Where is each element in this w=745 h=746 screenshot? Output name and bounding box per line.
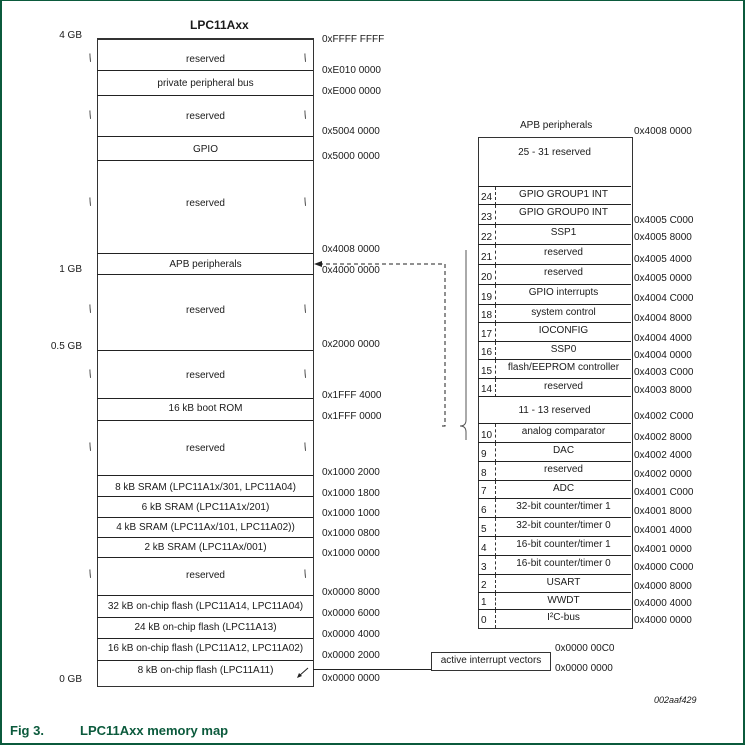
apb-row-name: I²C-bus (547, 612, 580, 623)
arrow-icon (296, 667, 310, 679)
break-mark-icon: // (86, 110, 92, 122)
divider (97, 638, 313, 639)
apb-address-label: 0x4002 8000 (634, 432, 692, 443)
divider (97, 496, 313, 497)
divider (97, 420, 313, 421)
apb-address-label: 0x4004 0000 (634, 350, 692, 361)
apb-row-name: ADC (552, 483, 575, 494)
address-label: 0x5000 0000 (322, 151, 380, 162)
active-interrupt-vectors-box: active interrupt vectors (431, 652, 551, 671)
apb-address-label: 0x4001 8000 (634, 506, 692, 517)
apb-row-name: 25 - 31 reserved (518, 147, 591, 158)
apb-row (478, 244, 631, 265)
region-boot-rom: 16 kB boot ROM (168, 403, 243, 414)
apb-row-number: 23 (481, 212, 493, 223)
apb-row-number: 1 (481, 597, 487, 608)
break-mark-icon: // (301, 110, 307, 122)
brace-icon (460, 250, 472, 440)
break-mark-icon: // (301, 304, 307, 316)
region-flash-32kb: 32 kB on-chip flash (LPC11A14, LPC11A04) (107, 601, 304, 612)
apb-address-label: 0x4005 C000 (634, 215, 694, 226)
region-reserved: reserved (186, 54, 225, 65)
apb-address-label: 0x4002 4000 (634, 450, 692, 461)
apb-row-name: GPIO interrupts (528, 287, 599, 298)
divider (97, 350, 313, 351)
apb-row-number: 22 (481, 232, 493, 243)
region-reserved: reserved (186, 198, 225, 209)
apb-row-name: reserved (544, 267, 583, 278)
apb-address-label: 0x4004 4000 (634, 333, 692, 344)
address-label: 0x1000 1000 (322, 508, 380, 519)
apb-row-name: flash/EEPROM controller (507, 362, 620, 373)
break-mark-icon: // (301, 442, 307, 454)
address-label: 0x1000 0000 (322, 548, 380, 559)
apb-row-name: GPIO GROUP1 INT (519, 189, 608, 200)
apb-row-number: 7 (481, 486, 487, 497)
apb-address-label: 0x4005 4000 (634, 254, 692, 265)
break-mark-icon: // (86, 304, 92, 316)
caption-number: Fig 3. (10, 723, 44, 738)
divider (97, 95, 313, 96)
apb-row-name: 16-bit counter/timer 1 (516, 539, 611, 550)
region-sram-6kb: 6 kB SRAM (LPC11A1x/201) (141, 502, 270, 513)
apb-address-label: 0x4003 8000 (634, 385, 692, 396)
apb-address-label: 0x4005 0000 (634, 273, 692, 284)
apb-row-number: 10 (481, 430, 493, 441)
apb-address-label: 0x4001 4000 (634, 525, 692, 536)
vector-connector (313, 669, 431, 670)
divider (97, 160, 313, 161)
apb-address-label: 0x4005 8000 (634, 232, 692, 243)
apb-row-name: DAC (552, 445, 575, 456)
apb-row (478, 359, 631, 379)
region-private-peripheral-bus: private peripheral bus (157, 78, 254, 89)
apb-row (478, 423, 631, 443)
address-label: 0x1FFF 0000 (322, 411, 382, 422)
gb-label-0gb: 0 GB (59, 674, 82, 685)
apb-row-number: 14 (481, 384, 493, 395)
apb-row-number: 9 (481, 449, 487, 460)
apb-address-label: 0x4000 8000 (634, 581, 692, 592)
region-flash-16kb: 16 kB on-chip flash (LPC11A12, LPC11A02) (107, 643, 304, 654)
apb-row-name: USART (546, 577, 581, 588)
address-label: 0x5004 0000 (322, 126, 380, 137)
region-reserved: reserved (186, 111, 225, 122)
apb-row-name: WWDT (547, 595, 580, 606)
apb-row (478, 592, 631, 610)
apb-row (478, 574, 631, 593)
apb-address-label: 0x4002 0000 (634, 469, 692, 480)
apb-row-name: SSP0 (550, 344, 577, 355)
apb-title: APB peripherals (520, 120, 593, 131)
apb-row (478, 517, 631, 537)
apb-address-label: 0x4002 C000 (634, 411, 694, 422)
break-mark-icon: // (86, 53, 92, 65)
break-mark-icon: // (301, 369, 307, 381)
apb-row-number: 15 (481, 366, 493, 377)
divider (97, 660, 313, 661)
region-reserved: reserved (186, 305, 225, 316)
address-label: 0x1000 1800 (322, 488, 380, 499)
gb-label-4gb: 4 GB (59, 30, 82, 41)
apb-row-number: 16 (481, 347, 493, 358)
gb-label-1gb: 1 GB (59, 264, 82, 275)
region-reserved: reserved (186, 570, 225, 581)
apb-row-name: reserved (544, 464, 583, 475)
break-mark-icon: // (86, 197, 92, 209)
arrow-left-icon (314, 261, 322, 267)
apb-address-label: 0x4004 8000 (634, 313, 692, 324)
apb-row-name: analog comparator (521, 426, 606, 437)
address-label: 0x1000 2000 (322, 467, 380, 478)
apb-row (478, 396, 631, 424)
address-label: 0xFFFF FFFF (322, 34, 385, 45)
region-flash-8kb: 8 kB on-chip flash (LPC11A11) (137, 665, 274, 676)
divider (97, 274, 313, 275)
figure-caption (10, 723, 228, 738)
apb-address-label: 0x4001 0000 (634, 544, 692, 555)
apb-row-name: 32-bit counter/timer 0 (516, 520, 611, 531)
region-reserved: reserved (186, 370, 225, 381)
apb-row (478, 536, 631, 556)
memory-map-title: LPC11Axx (190, 18, 249, 32)
apb-row (478, 137, 631, 186)
break-mark-icon: // (301, 569, 307, 581)
divider (97, 557, 313, 558)
divider (97, 617, 313, 618)
apb-address-label: 0x4004 C000 (634, 293, 694, 304)
apb-row-name: 16-bit counter/timer 0 (516, 558, 611, 569)
apb-address-label: 0x4000 C000 (634, 562, 694, 573)
apb-row (478, 204, 631, 225)
apb-row-number: 18 (481, 310, 493, 321)
divider (97, 398, 313, 399)
apb-row-number: 20 (481, 272, 493, 283)
apb-address-label: 0x4001 C000 (634, 487, 694, 498)
apb-row-name: reserved (544, 381, 583, 392)
apb-row-number: 2 (481, 580, 487, 591)
apb-row-number: 6 (481, 505, 487, 516)
divider (97, 253, 313, 254)
apb-address-label: 0x4000 0000 (634, 615, 692, 626)
apb-row-name: system control (531, 307, 596, 318)
break-mark-icon: // (86, 442, 92, 454)
break-mark-icon: // (86, 569, 92, 581)
region-sram-4kb: 4 kB SRAM (LPC11Ax/101, LPC11A02)) (116, 522, 295, 533)
region-gpio: GPIO (192, 144, 218, 155)
address-label: 0xE010 0000 (322, 65, 381, 76)
apb-row (478, 378, 631, 397)
apb-connector (300, 250, 480, 440)
apb-row-name: IOCONFIG (538, 325, 589, 336)
address-label: 0x0000 6000 (322, 608, 380, 619)
apb-row (478, 284, 631, 305)
region-sram-8kb: 8 kB SRAM (LPC11A1x/301, LPC11A04) (115, 482, 296, 493)
apb-row (478, 186, 631, 205)
address-label: 0xE000 0000 (322, 86, 381, 97)
apb-row-number: 5 (481, 524, 487, 535)
apb-address-label: 0x4000 4000 (634, 598, 692, 609)
apb-row (478, 322, 631, 342)
address-label: 0x1000 0800 (322, 528, 380, 539)
region-sram-2kb: 2 kB SRAM (LPC11Ax/001) (144, 542, 267, 553)
break-mark-icon: // (86, 369, 92, 381)
region-reserved: reserved (186, 443, 225, 454)
break-mark-icon: // (301, 197, 307, 209)
divider (97, 475, 313, 476)
vector-address: 0x0000 0000 (555, 663, 613, 674)
apb-address-label: 0x4003 C000 (634, 367, 694, 378)
apb-row (478, 480, 631, 499)
region-apb-peripherals: APB peripherals (169, 259, 242, 270)
address-label: 0x1FFF 4000 (322, 390, 382, 401)
divider (97, 517, 313, 518)
apb-row-name: 11 - 13 reserved (518, 405, 591, 416)
apb-row (478, 264, 631, 285)
apb-row (478, 609, 631, 628)
gb-label-0-5gb: 0.5 GB (50, 341, 82, 352)
apb-row-number: 21 (481, 252, 493, 263)
apb-row-number: 4 (481, 543, 487, 554)
address-label: 0x0000 4000 (322, 629, 380, 640)
apb-row-number: 24 (481, 192, 493, 203)
apb-row (478, 461, 631, 481)
address-label: 0x4008 0000 (322, 244, 380, 255)
vector-address: 0x0000 00C0 (555, 643, 615, 654)
address-label: 0x0000 8000 (322, 587, 380, 598)
divider (97, 595, 313, 596)
divider (97, 70, 313, 71)
divider (97, 537, 313, 538)
divider (97, 136, 313, 137)
address-label: 0x2000 0000 (322, 339, 380, 350)
region-flash-24kb: 24 kB on-chip flash (LPC11A13) (134, 622, 277, 633)
apb-row (478, 341, 631, 360)
apb-row (478, 555, 631, 575)
apb-row (478, 442, 631, 462)
apb-row-number: 17 (481, 329, 493, 340)
apb-row-name: GPIO GROUP0 INT (519, 207, 608, 218)
caption-text: LPC11Axx memory map (80, 723, 229, 738)
break-mark-icon: // (301, 53, 307, 65)
apb-top-address: 0x4008 0000 (634, 126, 692, 137)
address-label: 0x0000 0000 (322, 673, 380, 684)
apb-row-name: reserved (544, 247, 583, 258)
apb-row-number: 19 (481, 292, 493, 303)
address-label: 0x4000 0000 (322, 265, 380, 276)
figure-id: 002aaf429 (654, 695, 697, 705)
apb-row-name: 32-bit counter/timer 1 (516, 501, 611, 512)
apb-row-number: 3 (481, 562, 487, 573)
apb-row-number: 8 (481, 468, 487, 479)
apb-row-number: 0 (481, 615, 487, 626)
apb-row (478, 304, 631, 323)
apb-row-name: SSP1 (550, 227, 577, 238)
apb-row (478, 224, 631, 245)
apb-row (478, 498, 631, 518)
address-label: 0x0000 2000 (322, 650, 380, 661)
